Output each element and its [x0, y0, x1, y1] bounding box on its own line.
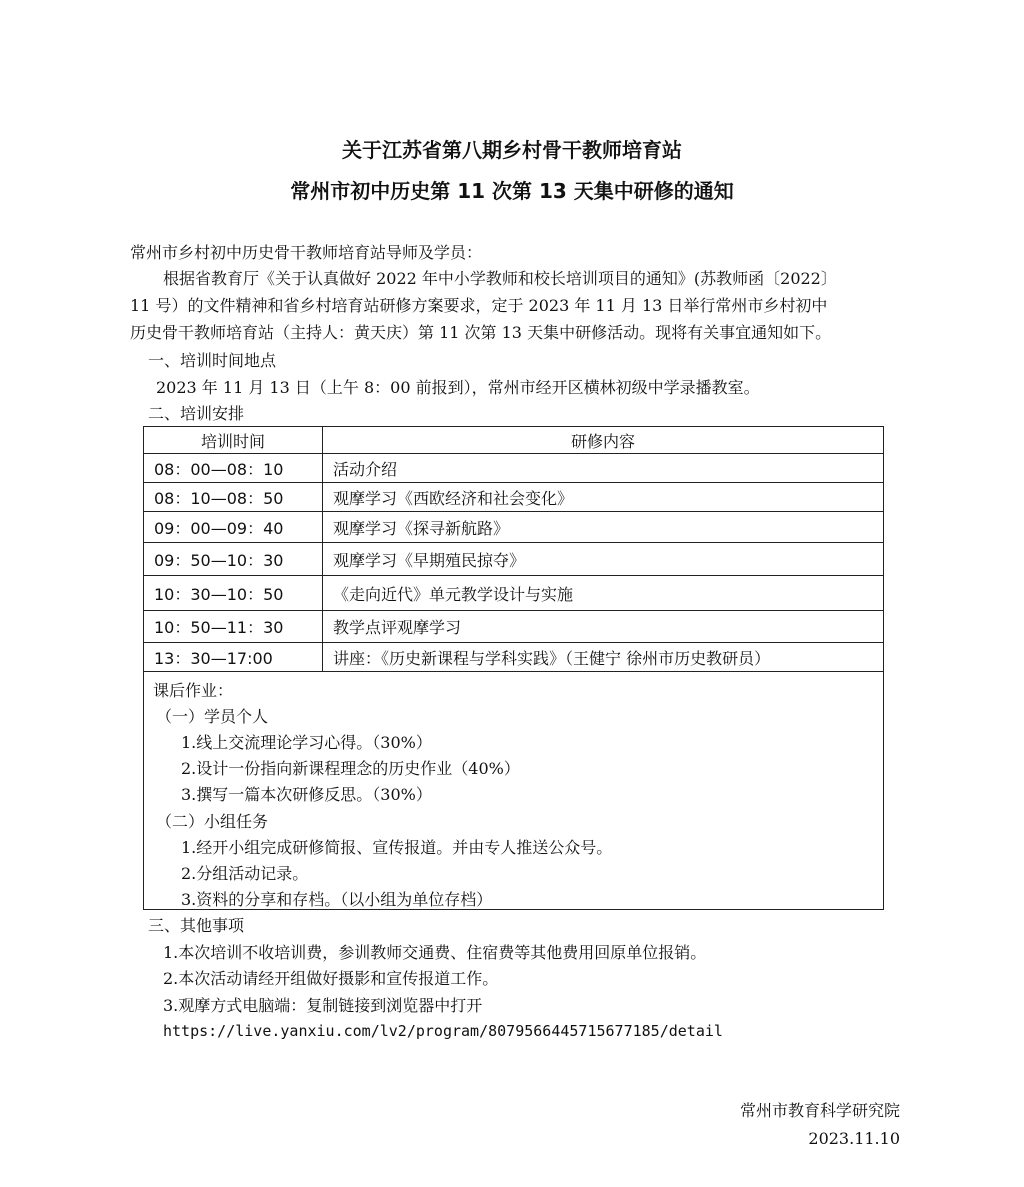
- row-time: 10：50—11：30: [144, 611, 323, 643]
- doc-title-line1: 关于江苏省第八期乡村骨干教师培育站: [342, 138, 682, 162]
- schedule-table: [143, 426, 884, 672]
- row-content: 观摩学习《西欧经济和社会变化》: [323, 483, 884, 512]
- table-row: [144, 512, 884, 543]
- header-content: 研修内容: [323, 427, 884, 454]
- homework-item: 2.分组活动记录。: [181, 864, 309, 883]
- homework-item: 3.资料的分享和存档。（以小组为单位存档）: [181, 890, 493, 909]
- other-item: 3.观摩方式电脑端：复制链接到浏览器中打开: [163, 996, 483, 1015]
- section1-heading: 一、培训时间地点: [148, 351, 277, 370]
- intro-line-3: 历史骨干教师培育站（主持人：黄天庆）第 11 次第 13 天集中研修活动。现将有关事宜通知如下。: [130, 323, 832, 342]
- row-content: 观摩学习《探寻新航路》: [323, 512, 884, 543]
- section1-text: 2023 年 11 月 13 日（上午 8：00 前报到），常州市经开区横林初级中学录播教室。: [156, 378, 760, 397]
- viewing-link[interactable]: https://live.yanxiu.com/lv2/program/8079566445715677185/detail: [163, 1022, 723, 1040]
- homework-box: [143, 670, 884, 910]
- table-row: [144, 454, 884, 483]
- table-row: [144, 543, 884, 576]
- row-content: 观摩学习《早期殖民掠夺》: [323, 543, 884, 576]
- signature-org: 常州市教育科学研究院: [739, 1101, 900, 1120]
- row-time: 09：00—09：40: [144, 512, 323, 543]
- row-time: 08：10—08：50: [144, 483, 323, 512]
- other-item: 2.本次活动请经开组做好摄影和宣传报道工作。: [163, 969, 499, 988]
- doc-title-line2: 常州市初中历史第 11 次第 13 天集中研修的通知: [290, 179, 734, 203]
- section3-heading: 三、其他事项: [148, 916, 245, 935]
- row-content: 讲座：《历史新课程与学科实践》（王健宁 徐州市历史教研员）: [323, 643, 884, 672]
- homework-label: 课后作业：: [153, 681, 234, 700]
- table-row: [144, 576, 884, 611]
- row-time: 09：50—10：30: [144, 543, 323, 576]
- homework-group1-heading: （一）学员个人: [156, 707, 269, 726]
- section2-heading: 二、培训安排: [148, 404, 245, 423]
- homework-item: 1.线上交流理论学习心得。（30%）: [181, 733, 432, 752]
- homework-item: 2.设计一份指向新课程理念的历史作业（40%）: [181, 759, 520, 778]
- other-item: 1.本次培训不收培训费，参训教师交通费、住宿费等其他费用回原单位报销。: [163, 943, 707, 962]
- table-row: [144, 611, 884, 643]
- row-time: 13：30—17:00: [144, 643, 323, 672]
- row-content: 教学点评观摩学习: [323, 611, 884, 643]
- table-header-row: [144, 427, 884, 454]
- intro-line-1: 根据省教育厅《关于认真做好 2022 年中小学教师和校长培训项目的通知》(苏教师函〔2022〕: [163, 269, 837, 288]
- salutation: 常州市乡村初中历史骨干教师培育站导师及学员：: [130, 243, 483, 262]
- homework-group2-heading: （二）小组任务: [156, 812, 269, 831]
- header-time: 培训时间: [144, 427, 323, 454]
- intro-line-2: 11 号）的文件精神和省乡村培育站研修方案要求，定于 2023 年 11 月 13 日举行常州市乡村初中: [130, 296, 828, 315]
- row-content: 《走向近代》单元教学设计与实施: [323, 576, 884, 611]
- signature-date: 2023.11.10: [808, 1129, 900, 1148]
- homework-item: 1.经开小组完成研修简报、宣传报道。并由专人推送公众号。: [181, 838, 613, 857]
- table-row: [144, 643, 884, 672]
- homework-item: 3.撰写一篇本次研修反思。（30%）: [181, 785, 432, 804]
- row-time: 10：30—10：50: [144, 576, 323, 611]
- row-content: 活动介绍: [323, 454, 884, 483]
- row-time: 08：00—08：10: [144, 454, 323, 483]
- table-row: [144, 483, 884, 512]
